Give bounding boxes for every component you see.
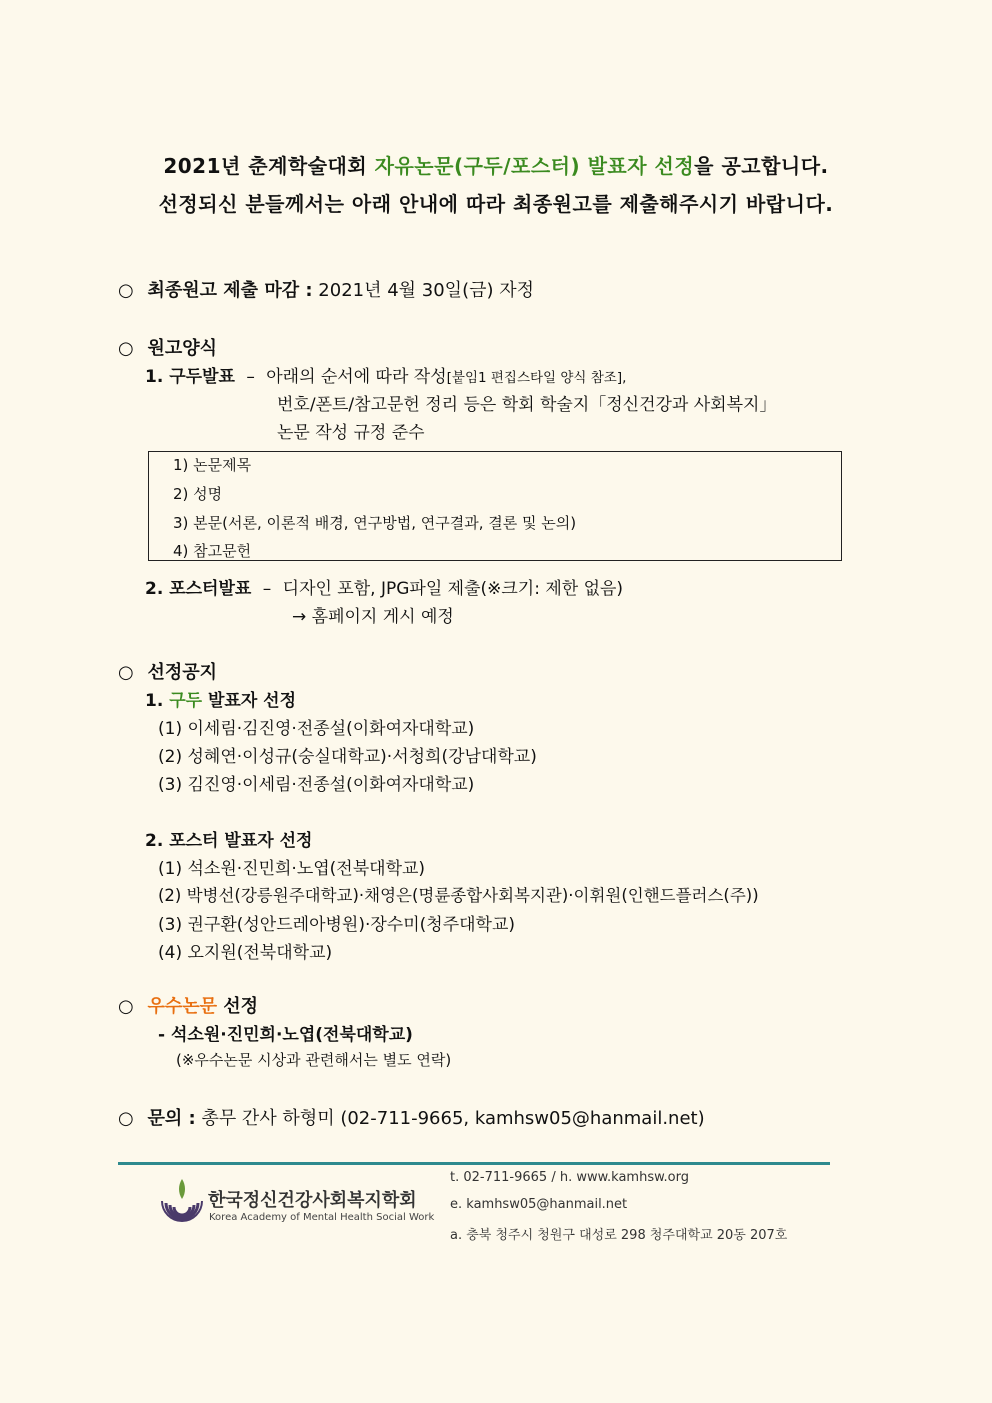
poster-format-line-1 bbox=[145, 574, 623, 599]
bullet-icon: ○ bbox=[118, 1108, 134, 1129]
oral-selection-highlight: 구두 bbox=[169, 691, 203, 711]
deadline-value: 2021년 4월 30일(금) 자정 bbox=[318, 280, 534, 301]
headline-line-2: 선정되신 분들께서는 아래 안내에 따라 최종원고를 제출해주시기 바랍니다. bbox=[158, 192, 834, 216]
org-name-en: Korea Academy of Mental Health Social Work bbox=[209, 1212, 435, 1223]
format-title: 원고양식 bbox=[147, 338, 218, 359]
poster-format-text: 디자인 포함, JPG파일 제출(※크기: 제한 없음) bbox=[282, 579, 624, 599]
oral-format-line-1 bbox=[145, 362, 626, 387]
poster-format-label: 2. 포스터발표 bbox=[145, 579, 252, 599]
poster-selection-item: (4) 오지원(전북대학교) bbox=[158, 943, 333, 963]
bullet-icon: ○ bbox=[118, 280, 134, 301]
footer-address: a. 충북 청주시 청원구 대성로 298 청주대학교 20동 207호 bbox=[450, 1228, 788, 1243]
deadline-section bbox=[118, 276, 534, 302]
oral-selection-title bbox=[145, 686, 296, 711]
excellent-highlight: 우수논문 bbox=[147, 996, 218, 1017]
footer-divider bbox=[118, 1162, 830, 1165]
inquiry-section bbox=[118, 1104, 705, 1130]
excellent-title-rest: 선정 bbox=[217, 996, 259, 1017]
org-name-kr: 한국정신건강사회복지학회 bbox=[208, 1190, 417, 1211]
oral-format-line-2: 번호/폰트/참고문헌 정리 등은 학회 학술지「정신건강과 사회복지」 bbox=[277, 395, 777, 415]
oral-selection-item: (2) 성혜연·이성규(숭실대학교)·서청희(강남대학교) bbox=[158, 747, 537, 767]
order-item: 1) 논문제목 bbox=[173, 456, 252, 474]
footer-email: e. kamhsw05@hanmail.net bbox=[450, 1197, 628, 1212]
selection-title: 선정공지 bbox=[147, 662, 218, 683]
manuscript-order-box bbox=[148, 451, 842, 561]
deadline-label: 최종원고 제출 마감 : bbox=[147, 280, 313, 301]
poster-selection-item: (3) 권구환(성안드레아병원)·장수미(청주대학교) bbox=[158, 915, 516, 935]
dash: – bbox=[246, 367, 255, 387]
oral-format-text: 아래의 순서에 따라 작성 bbox=[266, 367, 447, 387]
excellent-item: - 석소원·진민희·노엽(전북대학교) bbox=[158, 1025, 413, 1045]
dash: – bbox=[262, 579, 272, 599]
oral-format-line-3: 논문 작성 규정 준수 bbox=[277, 423, 425, 443]
oral-selection-rest: 발표자 선정 bbox=[202, 691, 297, 711]
order-item: 2) 성명 bbox=[173, 485, 223, 503]
org-logo-icon bbox=[160, 1177, 204, 1229]
selection-section-title bbox=[118, 658, 217, 684]
poster-selection-item: (2) 박병선(강릉원주대학교)·채영은(명륜종합사회복지관)·이휘원(인핸드플러스(주)) bbox=[158, 886, 759, 905]
bullet-icon: ○ bbox=[118, 662, 134, 683]
inquiry-label: 문의 : bbox=[147, 1108, 196, 1129]
poster-selection-title: 2. 포스터 발표자 선정 bbox=[145, 831, 313, 851]
oral-selection-item: (3) 김진영·이세림·전종설(이화여자대학교) bbox=[158, 775, 475, 795]
inquiry-value: 총무 간사 하형미 (02-711-9665, kamhsw05@hanmail.net) bbox=[201, 1108, 705, 1129]
excellent-note: (※우수논문 시상과 관련해서는 별도 연락) bbox=[176, 1051, 452, 1069]
poster-selection-item: (1) 석소원·진민희·노엽(전북대학교) bbox=[158, 859, 426, 879]
oral-selection-item: (1) 이세림·김진영·전종설(이화여자대학교) bbox=[158, 719, 475, 739]
oral-selection-num: 1. bbox=[145, 691, 170, 711]
headline-line-1 bbox=[0, 150, 992, 179]
order-item: 3) 본문(서론, 이론적 배경, 연구방법, 연구결과, 결론 및 논의) bbox=[173, 514, 577, 532]
poster-format-line-2: → 홈페이지 게시 예정 bbox=[292, 607, 454, 627]
bullet-icon: ○ bbox=[118, 338, 134, 359]
footer-phone-web: t. 02-711-9665 / h. www.kamhsw.org bbox=[450, 1170, 690, 1185]
bullet-icon: ○ bbox=[118, 996, 134, 1017]
oral-format-ref: [붙임1 편집스타일 양식 참조], bbox=[446, 370, 627, 386]
order-item: 4) 참고문헌 bbox=[173, 542, 252, 560]
oral-format-label: 1. 구두발표 bbox=[145, 367, 235, 387]
format-section-title bbox=[118, 334, 217, 360]
headline-text: 2021년 춘계학술대회 bbox=[163, 154, 375, 178]
excellent-section-title bbox=[118, 992, 258, 1018]
headline-highlight: 자유논문(구두/포스터) 발표자 선정 bbox=[374, 154, 695, 178]
headline-text-end: 을 공고합니다. bbox=[694, 154, 829, 178]
